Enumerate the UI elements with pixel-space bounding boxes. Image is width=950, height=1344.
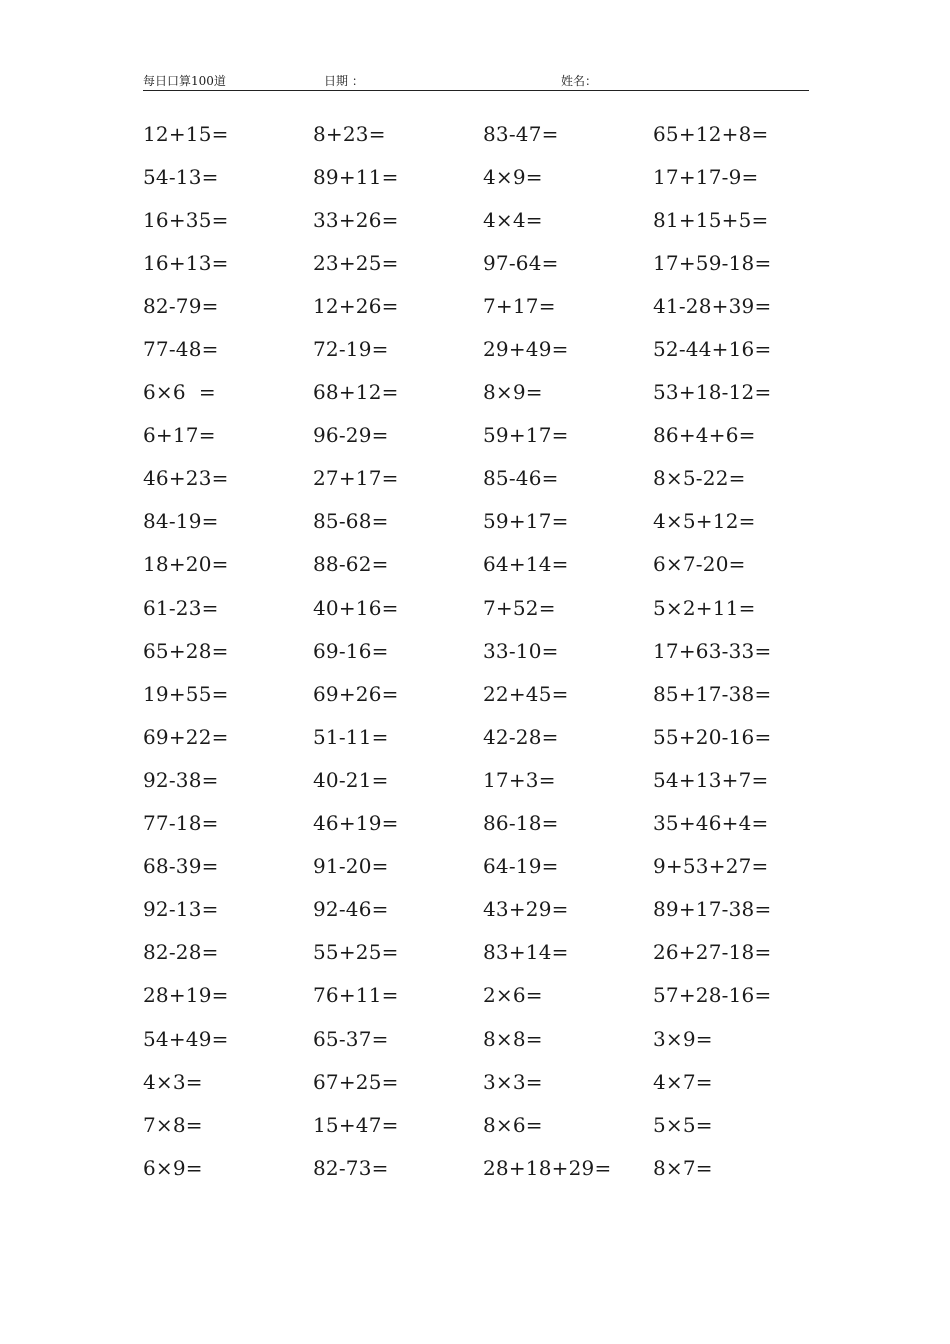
- math-problem: 46+19=: [313, 811, 399, 836]
- math-problem: 59+17=: [483, 423, 569, 448]
- math-problem: 17+17-9=: [653, 164, 759, 189]
- math-problem: 4×3=: [143, 1069, 203, 1094]
- math-problem: 6×6 =: [143, 380, 216, 405]
- math-problem: 76+11=: [313, 983, 399, 1008]
- problem-row: [143, 802, 823, 845]
- math-problem: 7×8=: [143, 1112, 203, 1137]
- math-problem: 18+20=: [143, 552, 229, 577]
- math-problem: 26+27-18=: [653, 940, 772, 965]
- math-problem: 67+25=: [313, 1069, 399, 1094]
- math-problem: 52-44+16=: [653, 337, 772, 362]
- math-problem: 6+17=: [143, 423, 216, 448]
- math-problem: 61-23=: [143, 595, 219, 620]
- math-problem: 69+22=: [143, 724, 229, 749]
- math-problem: 6×9=: [143, 1155, 203, 1180]
- problem-row: [143, 888, 823, 931]
- math-problem: 17+3=: [483, 767, 556, 792]
- math-problem: 28+18+29=: [483, 1155, 612, 1180]
- math-problem: 86-18=: [483, 811, 559, 836]
- math-problem: 88-62=: [313, 552, 389, 577]
- problem-row: [143, 543, 823, 586]
- math-problem: 29+49=: [483, 337, 569, 362]
- math-problem: 89+17-38=: [653, 897, 772, 922]
- problem-row: [143, 715, 823, 758]
- math-problem: 33-10=: [483, 638, 559, 663]
- math-problem: 54-13=: [143, 164, 219, 189]
- math-problem: 85-46=: [483, 466, 559, 491]
- math-problem: 2×6=: [483, 983, 543, 1008]
- problem-row: [143, 845, 823, 888]
- problem-row: [143, 672, 823, 715]
- math-problem: 83-47=: [483, 121, 559, 146]
- math-problem: 92-13=: [143, 897, 219, 922]
- math-problem: 77-18=: [143, 811, 219, 836]
- problem-row: [143, 629, 823, 672]
- math-problem: 8×9=: [483, 380, 543, 405]
- problem-row: [143, 155, 823, 198]
- math-problem: 83+14=: [483, 940, 569, 965]
- math-problem: 81+15+5=: [653, 207, 769, 232]
- math-problem: 92-38=: [143, 767, 219, 792]
- math-problem: 64-19=: [483, 854, 559, 879]
- math-problem: 3×9=: [653, 1026, 713, 1051]
- math-problem: 53+18-12=: [653, 380, 772, 405]
- math-problem: 4×7=: [653, 1069, 713, 1094]
- math-problem: 68-39=: [143, 854, 219, 879]
- math-problem: 91-20=: [313, 854, 389, 879]
- math-problem: 9+53+27=: [653, 854, 769, 879]
- math-problem: 69+26=: [313, 681, 399, 706]
- math-problem: 23+25=: [313, 250, 399, 275]
- math-problem: 33+26=: [313, 207, 399, 232]
- date-label: 日期 ：: [324, 74, 364, 88]
- math-problem: 55+20-16=: [653, 724, 772, 749]
- math-problem: 46+23=: [143, 466, 229, 491]
- math-problem: 15+47=: [313, 1112, 399, 1137]
- problem-row: [143, 1103, 823, 1146]
- math-problem: 85+17-38=: [653, 681, 772, 706]
- problem-row: [143, 1146, 823, 1189]
- math-problem: 5×5=: [653, 1112, 713, 1137]
- problem-row: [143, 974, 823, 1017]
- math-problem: 64+14=: [483, 552, 569, 577]
- math-problem: 65+28=: [143, 638, 229, 663]
- problem-row: [143, 457, 823, 500]
- math-problem: 4×5+12=: [653, 509, 756, 534]
- math-problem: 16+13=: [143, 250, 229, 275]
- problem-row: [143, 241, 823, 284]
- math-problem: 96-29=: [313, 423, 389, 448]
- math-problem: 57+28-16=: [653, 983, 772, 1008]
- math-problem: 28+19=: [143, 983, 229, 1008]
- worksheet-title: 每日口算100道: [143, 74, 226, 88]
- math-problem: 17+59-18=: [653, 250, 772, 275]
- math-problem: 85-68=: [313, 509, 389, 534]
- math-problem: 82-73=: [313, 1155, 389, 1180]
- problem-row: [143, 327, 823, 370]
- math-problem: 54+49=: [143, 1026, 229, 1051]
- problem-row: [143, 586, 823, 629]
- math-problem: 6×7-20=: [653, 552, 746, 577]
- math-problem: 4×9=: [483, 164, 543, 189]
- problem-row: [143, 112, 823, 155]
- problem-row: [143, 284, 823, 327]
- math-problem: 7+17=: [483, 293, 556, 318]
- math-problem: 8×5-22=: [653, 466, 746, 491]
- math-problem: 8×8=: [483, 1026, 543, 1051]
- problem-row: [143, 414, 823, 457]
- math-problem: 55+25=: [313, 940, 399, 965]
- math-problem: 59+17=: [483, 509, 569, 534]
- math-problem: 89+11=: [313, 164, 399, 189]
- math-problem: 7+52=: [483, 595, 556, 620]
- math-problem: 72-19=: [313, 337, 389, 362]
- problem-row: [143, 758, 823, 801]
- math-problem: 40-21=: [313, 767, 389, 792]
- math-problem: 51-11=: [313, 724, 389, 749]
- math-problem: 84-19=: [143, 509, 219, 534]
- math-problem: 16+35=: [143, 207, 229, 232]
- math-problem: 77-48=: [143, 337, 219, 362]
- math-problem: 82-28=: [143, 940, 219, 965]
- math-problem: 69-16=: [313, 638, 389, 663]
- math-problem: 68+12=: [313, 380, 399, 405]
- math-problem: 92-46=: [313, 897, 389, 922]
- problem-row: [143, 931, 823, 974]
- problem-row: [143, 1017, 823, 1060]
- math-problem: 43+29=: [483, 897, 569, 922]
- worksheet-header: [143, 70, 809, 91]
- math-problem: 19+55=: [143, 681, 229, 706]
- math-problem: 35+46+4=: [653, 811, 769, 836]
- math-problem: 5×2+11=: [653, 595, 756, 620]
- math-problem: 97-64=: [483, 250, 559, 275]
- math-problem: 17+63-33=: [653, 638, 772, 663]
- math-problem: 12+15=: [143, 121, 229, 146]
- name-label: 姓名：: [561, 74, 598, 88]
- math-problem: 54+13+7=: [653, 767, 769, 792]
- math-problem: 65-37=: [313, 1026, 389, 1051]
- problem-row: [143, 1060, 823, 1103]
- math-problem: 40+16=: [313, 595, 399, 620]
- math-problem: 8+23=: [313, 121, 386, 146]
- math-problem: 82-79=: [143, 293, 219, 318]
- math-problem: 8×6=: [483, 1112, 543, 1137]
- math-problem: 12+26=: [313, 293, 399, 318]
- math-problem: 22+45=: [483, 681, 569, 706]
- math-problem: 42-28=: [483, 724, 559, 749]
- math-problem: 65+12+8=: [653, 121, 769, 146]
- problem-row: [143, 371, 823, 414]
- math-problem: 8×7=: [653, 1155, 713, 1180]
- problem-row: [143, 198, 823, 241]
- problem-row: [143, 500, 823, 543]
- math-problem: 3×3=: [483, 1069, 543, 1094]
- problem-grid: [143, 112, 823, 1189]
- math-problem: 41-28+39=: [653, 293, 772, 318]
- math-problem: 27+17=: [313, 466, 399, 491]
- math-problem: 86+4+6=: [653, 423, 756, 448]
- math-problem: 4×4=: [483, 207, 543, 232]
